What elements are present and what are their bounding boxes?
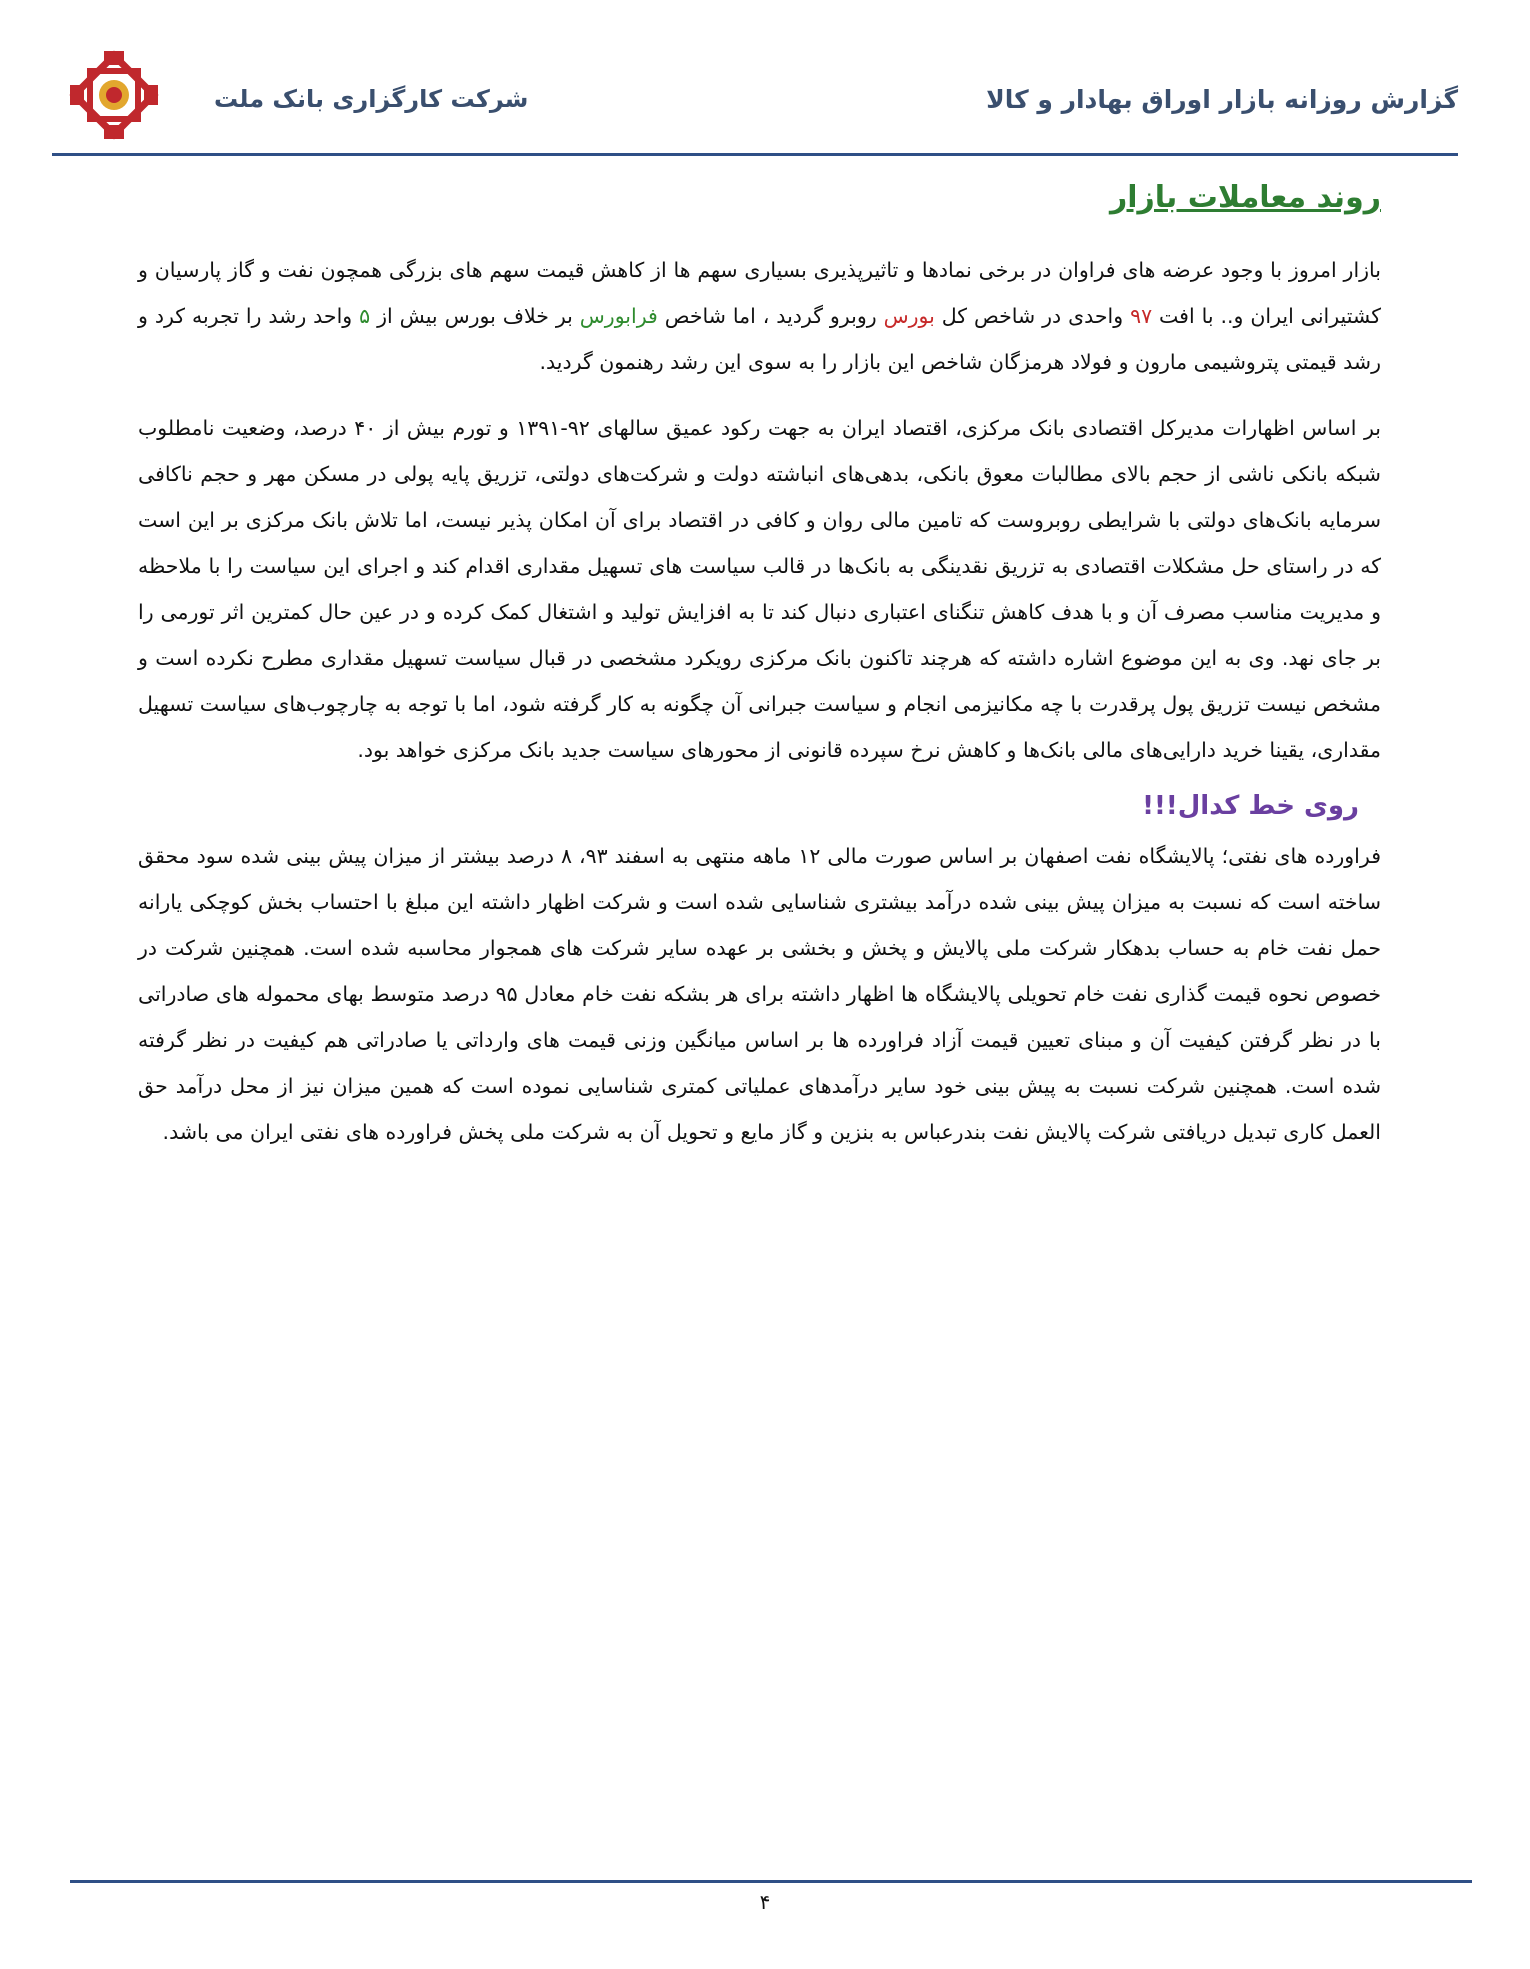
section-title: روند معاملات بازار (1109, 180, 1381, 215)
market-trend-paragraph (138, 247, 1381, 385)
report-title: گزارش روزانه بازار اوراق بهادار و کالا (986, 85, 1458, 114)
index-rise-value: ۵ (359, 304, 371, 328)
index-drop-value: ۹۷ (1130, 304, 1153, 328)
codal-subtitle: روی خط کدال!!! (1142, 791, 1359, 821)
page-content (138, 180, 1381, 1155)
text-run: بر خلاف بورس بیش از (370, 304, 580, 328)
page-number: ۴ (759, 1890, 771, 1914)
central-bank-paragraph: بر اساس اظهارات مدیرکل اقتصادی بانک مرکزی، اقتصاد ایران به جهت رکود عمیق سالهای ۹۲-۱۳۹۱ و تورم بیش از ۴۰ درصد، وضعیت نامطلوب شبکه بانکی ناشی از حجم بالای مطالبات معوق بانکی، بدهی‌های انباشته دولت و شرکت‌های دولتی، تزریق پایه پولی در مسکن مهر و حجم ناکافی سرمایه بانک‌های دولتی با شرایطی روبروست که تامین مالی روان و کافی در اقتصاد برای آن امکان پذیر نیست، اما تلاش بانک مرکزی بر این است که در راستای حل مشکلات اقتصادی به تزریق نقدینگی به بانک‌ها در قالب سیاست های تسهیل مقداری اقدام کند و اجرای این سیاست را با ملاحظه و مدیریت مناسب مصرف آن و با هدف کاهش تنگنای اعتباری دنبال کند تا به افزایش تولید و اشتغال کمک کرده و در عین حال کمترین اثر تورمی را بر جای نهد. وی به این موضوع اشاره داشته که هرچند تاکنون بانک مرکزی رویکرد مشخصی در قبال سیاست تسهیل مقداری مطرح نکرده است و مشخص نیست تزریق پول پرقدرت با چه مکانیزمی انجام و سیاست جبرانی آن چگونه به کار گرفته شود، اما با توجه به چارچوب‌های سیاست تسهیل مقداری، یقینا خرید دارایی‌های مالی بانک‌ها و کاهش نرخ سپرده قانونی از محورهای سیاست جدید بانک مرکزی خواهد بود. (138, 416, 1381, 762)
text-run: واحدی در شاخص کل (934, 304, 1131, 328)
farabourse-label: فرابورس (579, 304, 658, 328)
header-divider (52, 153, 1458, 156)
bourse-label: بورس (883, 304, 935, 328)
company-name: شرکت کارگزاری بانک ملت (214, 85, 529, 113)
bank-mellat-logo-icon (64, 45, 164, 145)
text-run: بازار امروز با وجود عرضه های فراوان در برخی نمادها و تاثیرپذیری بسیاری سهم ها از کاهش قیمت سهم های بزرگی همچون نفت و گاز پارسیان و کشتیرانی ایران و.. با افت (138, 258, 1381, 328)
footer-divider (70, 1880, 1472, 1883)
oil-products-paragraph: فراورده های نفتی؛ پالایشگاه نفت اصفهان بر اساس صورت مالی ۱۲ ماهه منتهی به اسفند ۹۳، ۸ درصد بیشتر از میزان پیش بینی شده سود محقق ساخته است که نسبت به میزان پیش بینی شده درآمد بیشتری شناسایی شده است و شرکت اظهار داشته این مبلغ با احتساب بخش کوچکی یارانه حمل نفت خام به حساب بدهکار شرکت ملی پالایش و پخش و بخشی بر عهده سایر شرکت های همجوار محاسبه شده است. همچنین شرکت در خصوص نحوه قیمت گذاری نفت خام تحویلی پالایشگاه ها اظهار داشته برای هر بشکه نفت خام معادل ۹۵ درصد متوسط بهای محموله های صادراتی با در نظر گرفتن کیفیت آن و مبنای تعیین قیمت آزاد فراورده ها بر اساس میانگین وزنی قیمت های وارداتی یا صادراتی هم کیفیت در نظر گرفته شده است. همچنین شرکت نسبت به پیش بینی خود سایر درآمدهای عملیاتی کمتری شناسایی نموده است که همین میزان نیز از محل درآمد حق العمل کاری تبدیل دریافتی شرکت پالایش نفت بندرعباس به بنزین و گاز مایع و تحویل آن به شرکت ملی پخش فراورده های نفتی ایران می باشد. (138, 844, 1381, 1144)
text-run: روبرو گردید ، اما شاخص (657, 304, 884, 328)
page-header (54, 40, 1458, 150)
text-run: واحد رشد را تجربه کرد و رشد قیمتی پتروشیمی مارون و فولاد هرمزگان شاخص این بازار را به سوی این رشد رهنمون گردید. (138, 304, 1381, 374)
